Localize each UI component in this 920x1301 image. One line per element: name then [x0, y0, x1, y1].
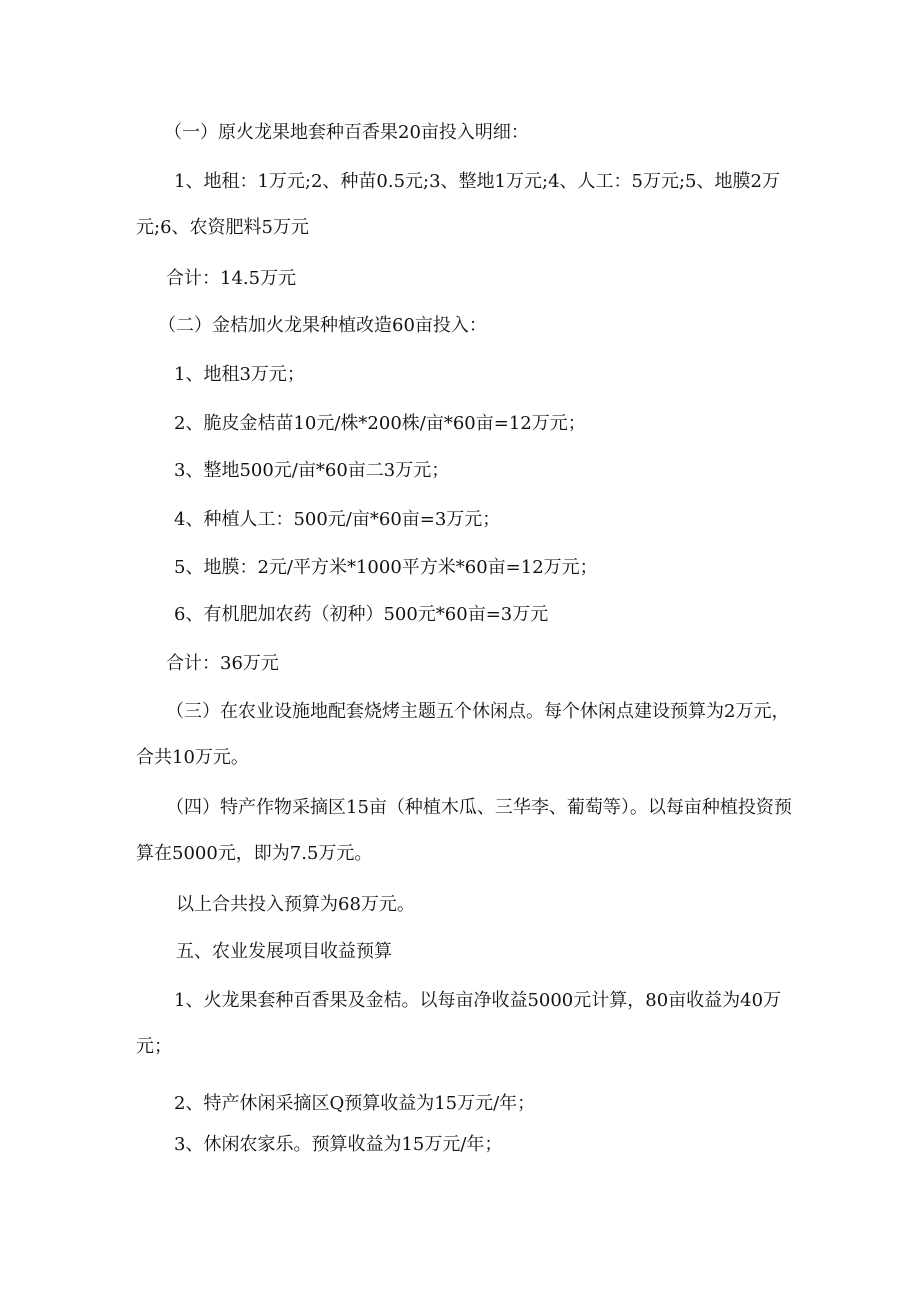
section-5-item-1: 1、火龙果套种百香果及金桔。以每亩净收益5000元计算，80亩收益为40万元； — [136, 990, 782, 1057]
section-2-item-3: 3、整地500元/亩*60亩二3万元； — [174, 460, 450, 481]
section-2-item-2: 2、脆皮金桔苗10元/株*200株/亩*60亩=12万元； — [174, 413, 586, 434]
section-5-item-3: 3、休闲农家乐。预算收益为15万元/年； — [174, 1134, 503, 1155]
section-1-heading: （一）原火龙果地套种百香果20亩投入明细： — [164, 122, 529, 143]
section-2-total: 合计：36万元 — [166, 653, 279, 674]
section-4-paragraph: （四）特产作物采摘区15亩（种植木瓜、三华李、葡萄等）。以每亩种植投资预算在5000元，即为7.5万元。 — [136, 797, 792, 864]
section-2-item-5: 5、地膜：2元/平方米*1000平方米*60亩=12万元； — [174, 557, 598, 578]
section-1-total: 合计：14.5万元 — [166, 268, 297, 289]
section-2-item-1: 1、地租3万元； — [174, 364, 305, 385]
investment-total: 以上合共投入预算为68万元。 — [176, 894, 415, 915]
section-2-item-4: 4、种植人工：500元/亩*60亩=3万元； — [174, 509, 501, 530]
section-2-item-6: 6、有机肥加农药（初种）500元*60亩=3万元 — [174, 604, 549, 625]
section-5-heading: 五、农业发展项目收益预算 — [176, 941, 392, 962]
section-3-paragraph: （三）在农业设施地配套烧烤主题五个休闲点。每个休闲点建设预算为2万元，合共10万元。 — [136, 701, 790, 768]
section-2-heading: （二）金桔加火龙果种植改造60亩投入： — [158, 315, 487, 336]
section-1-items: 1、地租：1万元;2、种苗0.5元;3、整地1万元;4、人工：5万元;5、地膜2万元;6、农资肥料5万元 — [136, 171, 780, 238]
section-5-item-2: 2、特产休闲采摘区Q预算收益为15万元/年； — [174, 1093, 536, 1114]
